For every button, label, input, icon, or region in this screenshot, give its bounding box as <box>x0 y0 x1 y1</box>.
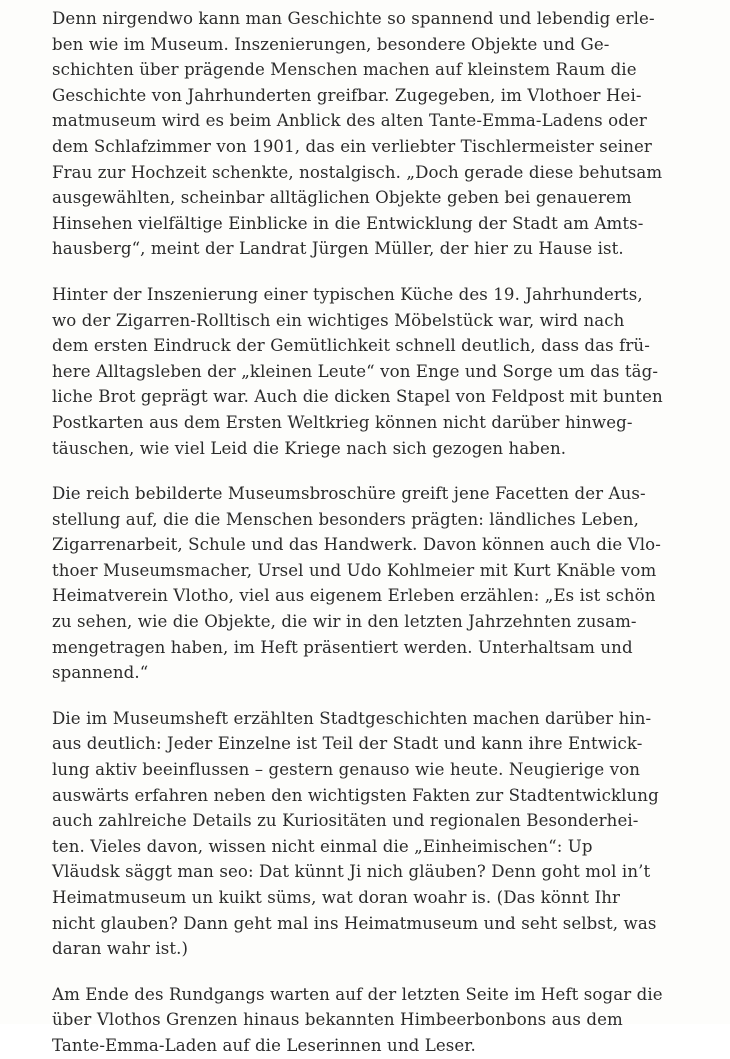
text-line: Am Ende des Rundgangs warten auf der letzten Seite im Heft sogar die <box>52 984 663 1004</box>
paragraph-city-stories <box>52 706 700 962</box>
text-line: daran wahr ist.) <box>52 939 189 959</box>
text-line: Tante-Emma-Laden auf die Leserinnen und Leser. <box>52 1035 476 1055</box>
paragraph-closing <box>52 982 700 1059</box>
paragraph-kitchen <box>52 282 700 461</box>
text-line: ausgewählten, scheinbar alltäglichen Objekte geben bei genauerem <box>52 188 632 208</box>
text-line: Hinter der Inszenierung einer typischen Küche des 19. Jahrhunderts, <box>52 284 643 304</box>
paragraph-museum-intro <box>52 6 700 262</box>
text-line: matmuseum wird es beim Anblick des alten Tante-Emma-Ladens oder <box>52 111 647 131</box>
text-line: Zigarrenarbeit, Schule und das Handwerk. Davon können auch die Vlo- <box>52 535 661 555</box>
text-line: Heimatverein Vlotho, viel aus eigenem Erleben erzählen: „Es ist schön <box>52 586 656 606</box>
text-line: ten. Vieles davon, wissen nicht einmal die „Einheimischen“: Up <box>52 836 593 856</box>
text-line: thoer Museumsmacher, Ursel und Udo Kohlmeier mit Kurt Knäble vom <box>52 560 657 580</box>
text-line: Die reich bebilderte Museumsbroschüre greift jene Facetten der Aus- <box>52 484 646 504</box>
text-line: stellung auf, die die Menschen besonders prägten: ländliches Leben, <box>52 509 639 529</box>
text-line: spannend.“ <box>52 663 149 683</box>
text-line: schichten über prägende Menschen machen auf kleinstem Raum die <box>52 60 637 80</box>
text-line: Geschichte von Jahrhunderten greifbar. Zugegeben, im Vlothoer Hei- <box>52 85 642 105</box>
text-line: Die im Museumsheft erzählten Stadtgeschichten machen darüber hin- <box>52 708 652 728</box>
text-line: hausberg“, meint der Landrat Jürgen Müller, der hier zu Hause ist. <box>52 239 624 259</box>
text-line: ben wie im Museum. Inszenierungen, besondere Objekte und Ge- <box>52 34 610 54</box>
text-line: wo der Zigarren-Rolltisch ein wichtiges Möbelstück war, wird nach <box>52 310 625 330</box>
text-line: Frau zur Hochzeit schenkte, nostalgisch. „Doch gerade diese behutsam <box>52 162 663 182</box>
text-line: nicht glauben? Dann geht mal ins Heimatmuseum und seht selbst, was <box>52 913 657 933</box>
text-line: auch zahlreiche Details zu Kuriositäten und regionalen Besonderhei- <box>52 811 639 831</box>
text-line: mengetragen haben, im Heft präsentiert werden. Unterhaltsam und <box>52 637 633 657</box>
text-line: dem ersten Eindruck der Gemütlichkeit schnell deutlich, dass das frü- <box>52 336 650 356</box>
paragraph-brochure <box>52 481 700 686</box>
text-line: über Vlothos Grenzen hinaus bekannten Himbeerbonbons aus dem <box>52 1010 623 1030</box>
text-line: auswärts erfahren neben den wichtigsten Fakten zur Stadtentwicklung <box>52 785 659 805</box>
text-line: aus deutlich: Jeder Einzelne ist Teil der Stadt und kann ihre Entwick- <box>52 734 643 754</box>
text-line: Postkarten aus dem Ersten Weltkrieg können nicht darüber hinweg- <box>52 412 633 432</box>
text-line: Hinsehen vielfältige Einblicke in die Entwicklung der Stadt am Amts- <box>52 213 644 233</box>
text-line: Denn nirgendwo kann man Geschichte so spannend und lebendig erle- <box>52 9 655 28</box>
text-line: lung aktiv beeinflussen – gestern genauso wie heute. Neugierige von <box>52 760 641 780</box>
text-line: zu sehen, wie die Objekte, die wir in den letzten Jahrzehnten zusam- <box>52 612 637 632</box>
text-line: liche Brot geprägt war. Auch die dicken Stapel von Feldpost mit bunten <box>52 387 663 407</box>
text-line: Vläudsk säggt man seo: Dat künnt Ji nich gläuben? Denn goht mol in’t <box>52 862 651 882</box>
text-line: dem Schlafzimmer von 1901, das ein verliebter Tischlermeister seiner <box>52 136 652 156</box>
text-line: here Alltagsleben der „kleinen Leute“ von Enge und Sorge um das täg- <box>52 361 659 381</box>
text-line: Heimatmuseum un kuikt süms, wat doran woahr is. (Das könnt Ihr <box>52 888 621 907</box>
text-line: täuschen, wie viel Leid die Kriege nach sich gezogen haben. <box>52 438 567 458</box>
